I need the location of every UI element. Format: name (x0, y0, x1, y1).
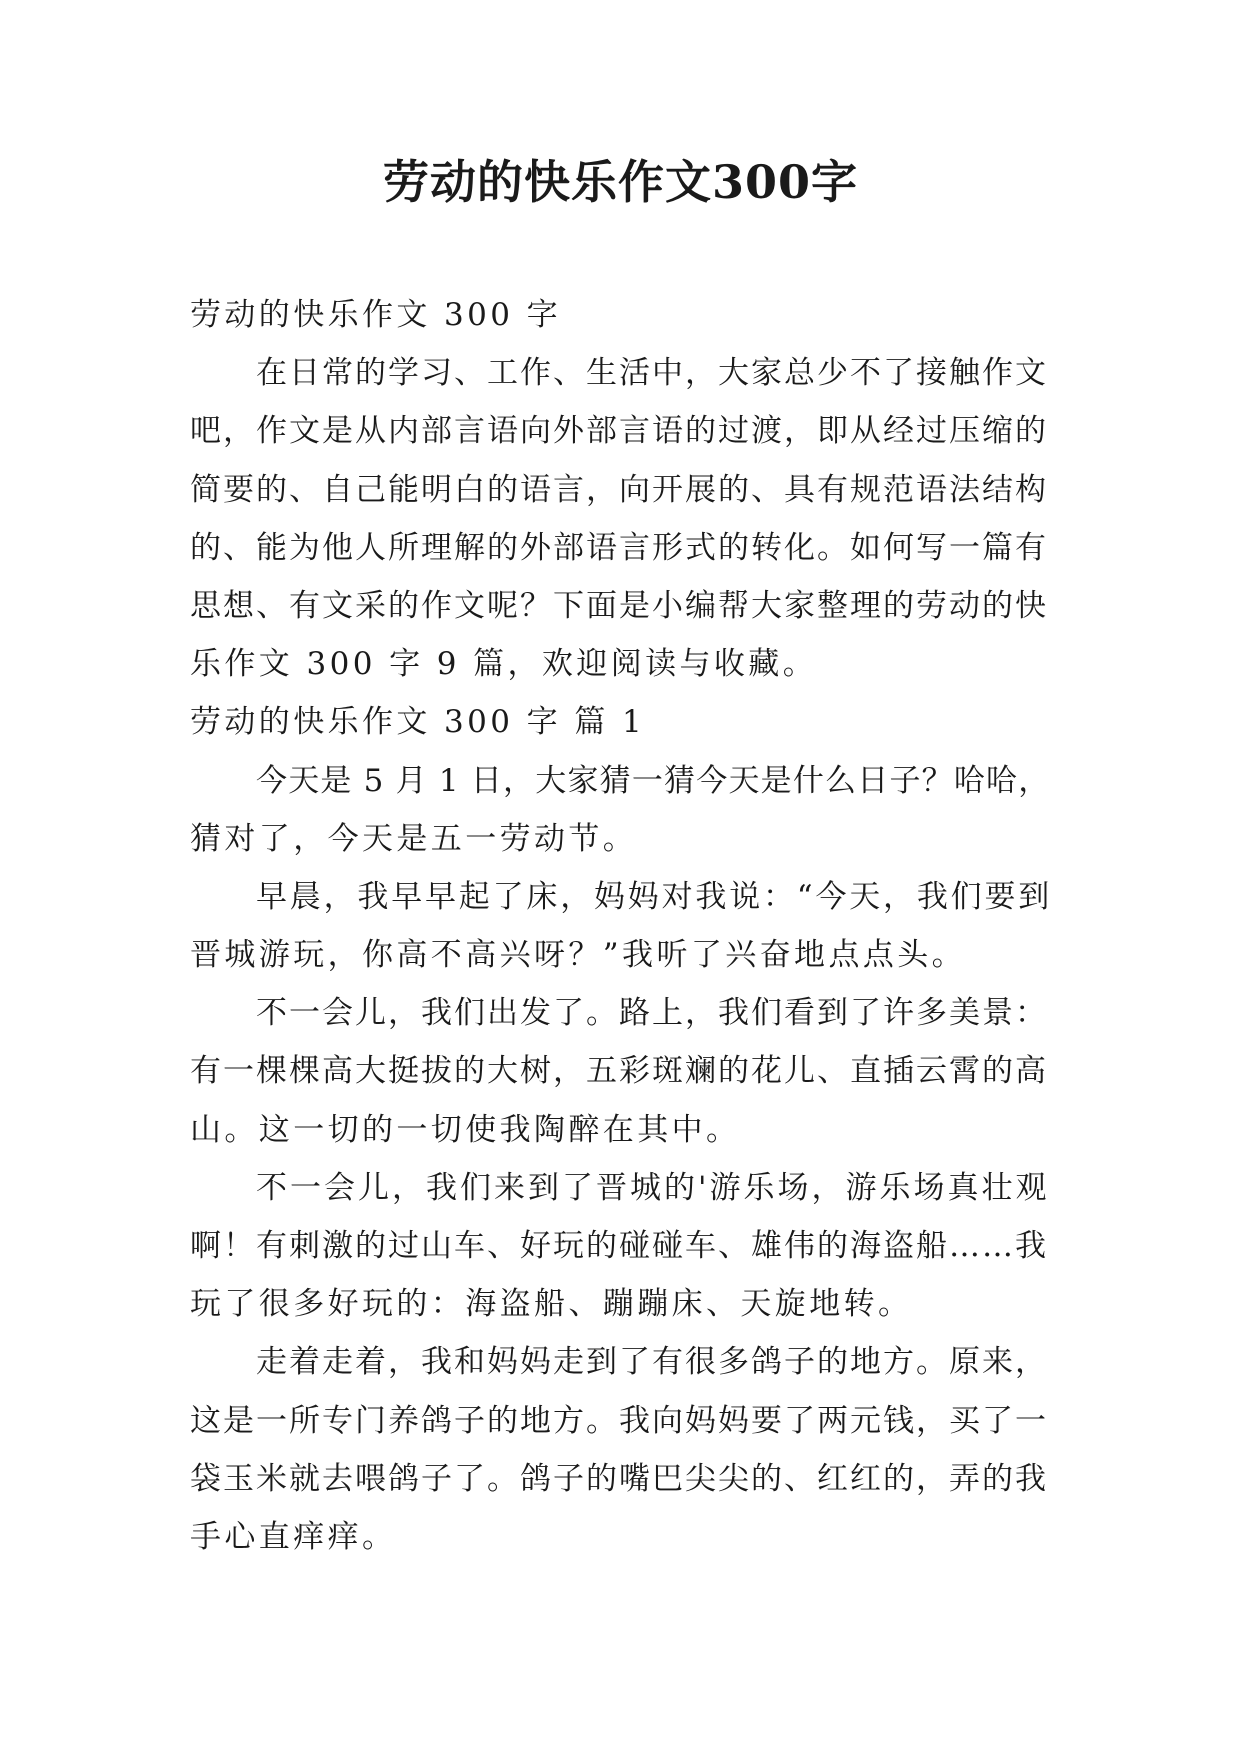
text-line: 袋玉米就去喂鸽子了。鸽子的嘴巴尖尖的、红红的，弄的我 (190, 1460, 1048, 1497)
text-line: 山。这一切的一切使我陶醉在其中。 (190, 1111, 741, 1148)
text-line: 有一棵棵高大挺拔的大树，五彩斑斓的花儿、直插云霄的高 (190, 1053, 1048, 1090)
text-line: 早晨，我早早起了床，妈妈对我说：“今天，我们要到 (256, 878, 1053, 915)
text-line: 这是一所专门养鸽子的地方。我向妈妈要了两元钱，买了一 (190, 1402, 1048, 1439)
text-line: 啊！有刺激的过山车、好玩的碰碰车、雄伟的海盗船……我 (190, 1228, 1048, 1264)
text-line: 劳动的快乐作文 300 字 (190, 297, 562, 333)
text-line: 不一会儿，我们出发了。路上，我们看到了许多美景： (256, 995, 1048, 1032)
text-line: 劳动的快乐作文 300 字 篇 1 (190, 704, 646, 741)
text-line: 乐作文 300 字 9 篇，欢迎阅读与收藏。 (190, 646, 818, 683)
document-body (190, 286, 1052, 1566)
text-line: 晋城游玩，你高不高兴呀？”我听了兴奋地点点头。 (190, 937, 967, 974)
text-line: 玩了很多好玩的：海盗船、蹦蹦床、天旋地转。 (190, 1286, 913, 1323)
text-line: 在日常的学习、工作、生活中，大家总少不了接触作文 (256, 355, 1048, 392)
text-line: 思想、有文采的作文呢？下面是小编帮大家整理的劳动的快 (190, 587, 1048, 624)
text-line: 吧，作文是从内部言语向外部言语的过渡，即从经过压缩的 (190, 413, 1048, 450)
text-line: 猜对了，今天是五一劳动节。 (190, 820, 638, 857)
text-line: 今天是 5 月 1 日，大家猜一猜今天是什么日子？哈哈， (256, 762, 1051, 799)
text-line: 的、能为他人所理解的外部语言形式的转化。如何写一篇有 (190, 529, 1048, 566)
text-line: 走着走着，我和妈妈走到了有很多鸽子的地方。原来， (256, 1344, 1048, 1381)
text-line: 手心直痒痒。 (190, 1518, 397, 1555)
document-title: 劳动的快乐作文300字 (382, 155, 859, 209)
text-line: 不一会儿，我们来到了晋城的'游乐场，游乐场真壮观 (256, 1169, 1050, 1206)
text-line: 简要的、自己能明白的语言，向开展的、具有规范语法结构 (190, 471, 1048, 508)
